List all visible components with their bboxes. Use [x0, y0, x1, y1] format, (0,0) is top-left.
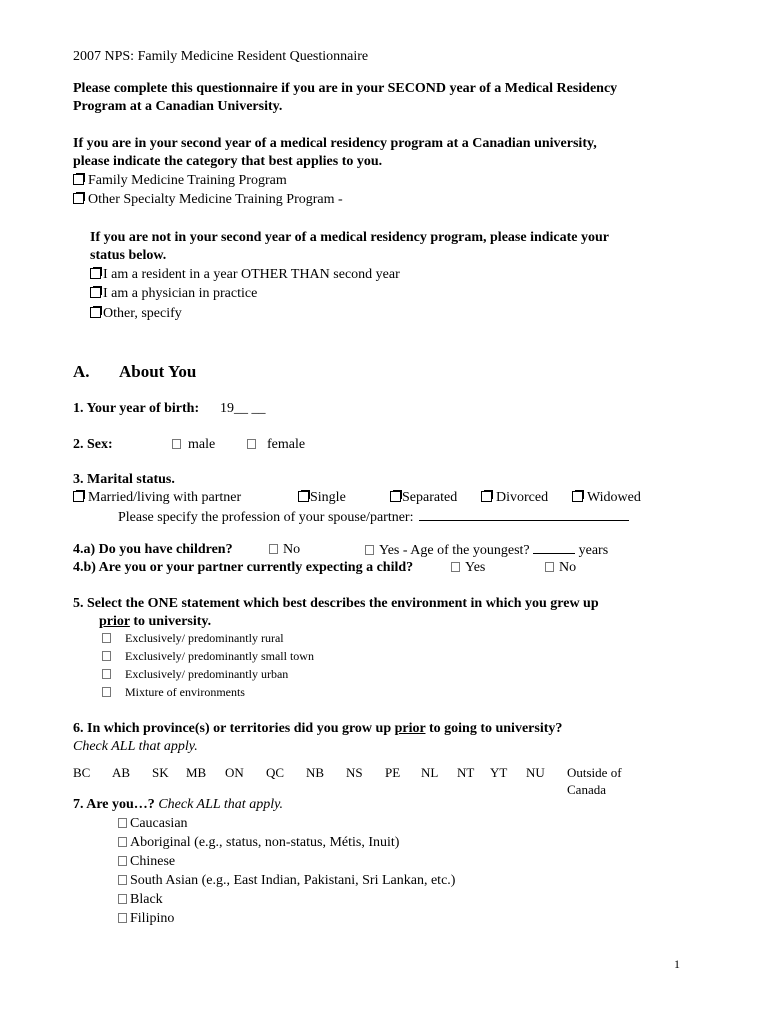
q3-option-widowed[interactable]: [572, 489, 641, 507]
checkbox-icon[interactable]: [481, 491, 492, 502]
option-label: Yes: [465, 560, 486, 575]
q4b-label: 4.b) Are you or your partner currently expecting a child?: [73, 560, 414, 575]
youngest-age-field[interactable]: [533, 541, 575, 554]
q4a-option-yes[interactable]: [365, 541, 608, 560]
q5-line-2: [99, 613, 211, 631]
province-pe[interactable]: PE: [385, 765, 401, 780]
province-sk[interactable]: SK: [152, 765, 169, 780]
q7-option-chinese[interactable]: [118, 853, 175, 871]
option-label: No: [559, 560, 577, 575]
checkbox-icon[interactable]: [390, 491, 401, 502]
option-label: South Asian (e.g., East Indian, Pakistani, Sri Lankan, etc.): [130, 873, 456, 888]
option-label: Other Specialty Medicine Training Program -: [88, 192, 343, 207]
q6-label-end: to going to university?: [425, 721, 563, 736]
checkbox-icon[interactable]: [90, 307, 101, 318]
q4a-label: 4.a) Do you have children?: [73, 542, 233, 557]
q5-line-1: 5. Select the ONE statement which best describes the environment in which you grew up: [73, 596, 599, 611]
option-label: Mixture of environments: [125, 685, 245, 699]
outside-line-1: Outside of: [567, 765, 622, 780]
province-bc[interactable]: BC: [73, 765, 91, 780]
prior-emphasis: prior: [99, 614, 130, 629]
checkbox-icon[interactable]: [247, 439, 256, 449]
spouse-profession-field[interactable]: [419, 508, 629, 521]
q7-option-caucasian[interactable]: [118, 815, 188, 833]
option-label: Exclusively/ predominantly rural: [125, 631, 284, 645]
checkbox-icon[interactable]: [298, 491, 309, 502]
q3-option-single[interactable]: [298, 489, 346, 507]
checkbox-icon[interactable]: [102, 633, 111, 643]
checkbox-icon[interactable]: [172, 439, 181, 449]
prior-emphasis: prior: [394, 721, 426, 736]
option-label: Divorced: [496, 490, 549, 505]
option-label: Single: [310, 490, 346, 505]
option-label: female: [267, 437, 306, 452]
q4a-option-no[interactable]: [269, 541, 300, 559]
province-ab[interactable]: AB: [112, 765, 131, 780]
option-label: Family Medicine Training Program: [88, 173, 287, 188]
checkbox-icon[interactable]: [118, 875, 127, 885]
checkbox-icon[interactable]: [73, 193, 84, 204]
province-on[interactable]: ON: [225, 765, 244, 780]
q4b-option-no[interactable]: [545, 559, 576, 577]
status-question-line-1: If you are not in your second year of a medical residency program, please indicate your: [90, 230, 610, 245]
checkbox-icon[interactable]: [118, 894, 127, 904]
q6-label: [73, 720, 562, 738]
checkbox-icon[interactable]: [102, 687, 111, 697]
intro-line-2: Program at a Canadian University.: [73, 99, 283, 114]
q1-label: 1. Your year of birth:: [73, 401, 200, 416]
checkbox-icon[interactable]: [118, 856, 127, 866]
checkbox-icon[interactable]: [73, 491, 84, 502]
q3-option-divorced[interactable]: [481, 489, 548, 507]
option-label: male: [188, 437, 216, 452]
province-mb[interactable]: MB: [186, 765, 207, 780]
section-title: About You: [119, 362, 197, 381]
q7-option-aboriginal[interactable]: [118, 834, 399, 852]
province-qc[interactable]: QC: [266, 765, 285, 780]
q3-option-married[interactable]: [73, 489, 241, 507]
q7-option-south-asian[interactable]: [118, 872, 455, 890]
checkbox-icon[interactable]: [118, 818, 127, 828]
province-yt[interactable]: YT: [490, 765, 508, 780]
province-nb[interactable]: NB: [306, 765, 325, 780]
checkbox-icon[interactable]: [572, 491, 583, 502]
checkbox-icon[interactable]: [269, 544, 278, 554]
province-outside-canada[interactable]: [567, 764, 622, 798]
q1-birth-year-field[interactable]: 19__ __: [220, 401, 266, 416]
document-title: 2007 NPS: Family Medicine Resident Questionnaire: [73, 49, 369, 64]
checkbox-icon[interactable]: [73, 174, 84, 185]
option-label: Widowed: [587, 490, 641, 505]
q3-spouse-profession: [118, 508, 629, 527]
checkbox-icon[interactable]: [545, 562, 554, 572]
q7-option-black[interactable]: [118, 891, 163, 909]
checkbox-icon[interactable]: [118, 837, 127, 847]
section-letter: A.: [73, 362, 90, 381]
province-ns[interactable]: NS: [346, 765, 363, 780]
province-nl[interactable]: NL: [421, 765, 439, 780]
option-label: Other, specify: [103, 306, 182, 321]
q5-option-urban[interactable]: [102, 666, 288, 682]
q7-option-filipino[interactable]: [118, 910, 174, 928]
category-question-line-1: If you are in your second year of a medical residency program at a Canadian university,: [73, 136, 597, 151]
option-label: Chinese: [130, 854, 176, 869]
option-label: Aboriginal (e.g., status, non-status, Métis, Inuit): [130, 835, 400, 850]
status-option-physician[interactable]: [90, 285, 257, 303]
option-label: Married/living with partner: [88, 490, 242, 505]
option-label: Black: [130, 892, 163, 907]
option-label: Yes - Age of the youngest?: [379, 543, 530, 558]
q4b-option-yes[interactable]: [451, 559, 485, 577]
option-label: Exclusively/ predominantly urban: [125, 667, 289, 681]
option-label: I am a resident in a year OTHER THAN second year: [103, 267, 400, 282]
q7-question: 7. Are you…?: [73, 797, 155, 812]
q6-label-start: 6. In which province(s) or territories did you grow up: [73, 721, 395, 736]
q2-option-female[interactable]: [247, 436, 305, 454]
q7-label: [73, 796, 283, 814]
status-question-line-2: status below.: [90, 248, 167, 263]
option-label: Exclusively/ predominantly small town: [125, 649, 314, 663]
option-label: I am a physician in practice: [103, 286, 258, 301]
years-label: years: [578, 543, 609, 558]
q5-line-2-rest: to university.: [129, 614, 212, 629]
q5-option-mixture[interactable]: [102, 684, 245, 700]
status-option-other[interactable]: [90, 305, 182, 323]
q5-option-rural[interactable]: [102, 630, 284, 646]
status-option-other-year[interactable]: [90, 266, 400, 284]
q7-instruction: Check ALL that apply.: [158, 797, 284, 812]
checkbox-icon[interactable]: [90, 287, 101, 298]
checkbox-icon[interactable]: [90, 268, 101, 279]
spouse-prompt: Please specify the profession of your spouse/partner:: [118, 510, 414, 525]
option-label: Separated: [402, 490, 458, 505]
checkbox-icon[interactable]: [102, 669, 111, 679]
checkbox-icon[interactable]: [102, 651, 111, 661]
q5-option-small-town[interactable]: [102, 648, 314, 664]
category-question-line-2: please indicate the category that best applies to you.: [73, 154, 383, 169]
outside-line-2: Canada: [567, 782, 606, 797]
intro-line-1: Please complete this questionnaire if you are in your SECOND year of a Medical Residency: [73, 81, 618, 96]
q2-label: 2. Sex:: [73, 437, 113, 452]
province-nt[interactable]: NT: [457, 765, 475, 780]
checkbox-icon[interactable]: [365, 545, 374, 555]
checkbox-icon[interactable]: [451, 562, 460, 572]
checkbox-icon[interactable]: [118, 913, 127, 923]
q6-instruction: Check ALL that apply.: [73, 739, 198, 754]
option-label: No: [283, 542, 301, 557]
category-option-other-specialty[interactable]: [73, 191, 343, 209]
page-number: 1: [674, 957, 680, 971]
province-nu[interactable]: NU: [526, 765, 545, 780]
category-option-family-medicine[interactable]: [73, 172, 287, 190]
option-label: Caucasian: [130, 816, 188, 831]
q3-option-separated[interactable]: [390, 489, 457, 507]
q2-option-male[interactable]: [172, 436, 215, 454]
q3-label: 3. Marital status.: [73, 472, 175, 487]
option-label: Filipino: [130, 911, 175, 926]
